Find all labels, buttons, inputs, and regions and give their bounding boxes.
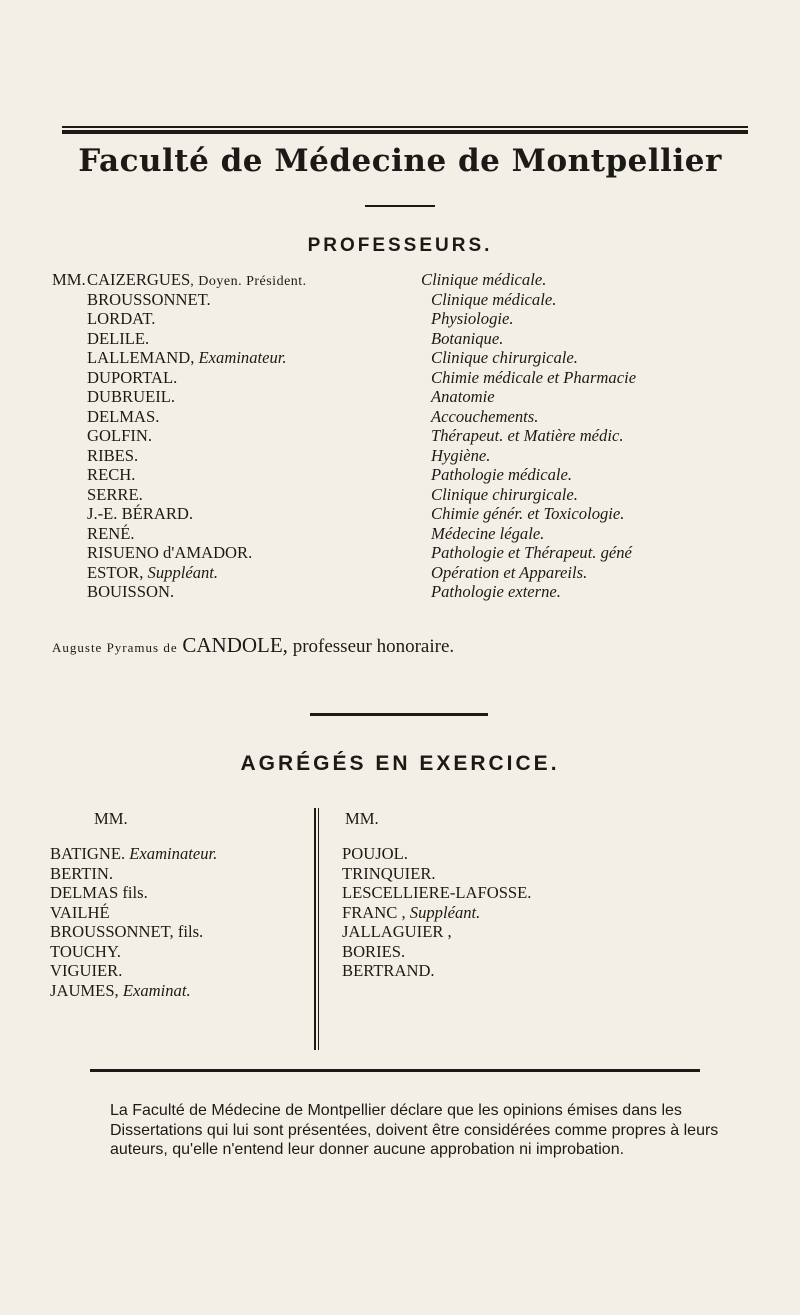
- professor-name: J.-E. BÉRARD.: [87, 504, 194, 523]
- agrege-left-name: DELMAS fils.: [50, 883, 148, 902]
- agrege-left-name: VAILHÉ: [50, 902, 110, 922]
- agrege-left-name: TOUCHY.: [50, 941, 121, 961]
- professor-field: Clinique chirurgicale.: [431, 348, 578, 367]
- agrege-right-name: BORIES.: [342, 941, 406, 961]
- middle-rule: [310, 713, 488, 716]
- professor-name: DUPORTAL.: [87, 367, 178, 387]
- professor-name: DUBRUEIL.: [87, 387, 176, 406]
- agrege-right-name: BERTRAND.: [342, 961, 435, 980]
- professor-row: [87, 446, 307, 466]
- agrege-right-row: [342, 942, 531, 962]
- professor-row: [87, 563, 307, 583]
- agrege-right-row: [342, 961, 531, 981]
- disclaimer-text: La Faculté de Médecine de Montpellier déclare que les opinions émises dans les Dissertations qui lui sont présentées, doivent être considérées comme propres à leurs auteurs, qu'elle n'entend leur donner aucune approbation ni improbation.: [110, 1102, 719, 1158]
- professor-name: BROUSSONNET.: [87, 289, 211, 309]
- professor-name: GOLFIN.: [87, 426, 152, 445]
- professor-field: Pathologie externe.: [431, 582, 561, 601]
- top-rule-thin: [62, 126, 748, 128]
- professor-name: DELMAS.: [87, 406, 160, 426]
- professor-name: RECH.: [87, 465, 136, 484]
- professor-field: Botanique.: [431, 328, 504, 348]
- professor-field: Hygiène.: [431, 445, 491, 465]
- agreges-right-mm: MM.: [345, 809, 379, 828]
- professors-heading: PROFESSEURS.: [307, 235, 493, 256]
- agrege-right-name: JALLAGUIER ,: [342, 922, 452, 941]
- professor-names: [87, 270, 307, 602]
- agrege-right-row: [342, 883, 531, 903]
- professor-name: ESTOR,: [87, 562, 144, 582]
- agrege-left-role: Examinateur.: [125, 844, 218, 863]
- agreges-left-mm: MM.: [94, 809, 128, 828]
- professor-field: Clinique médicale.: [421, 270, 547, 289]
- professor-fields: [421, 270, 636, 602]
- professor-field: Pathologie et Thérapeut. géné: [431, 543, 632, 562]
- professor-row: [87, 582, 307, 602]
- professor-row: [87, 368, 307, 388]
- title-ornament-rule: [365, 205, 435, 207]
- column-divider-inner: [318, 808, 319, 1050]
- agrege-left-row: [50, 864, 217, 884]
- agrege-left-role: Examinat.: [118, 980, 191, 1000]
- agrege-right-role: Suppléant.: [405, 902, 481, 922]
- professor-name: DELILE.: [87, 328, 150, 348]
- professor-row: [87, 290, 307, 310]
- column-divider: [314, 808, 316, 1050]
- professor-row: [87, 426, 307, 446]
- agreges-heading: AGRÉGÉS EN EXERCICE.: [240, 752, 560, 775]
- professor-row: [87, 348, 307, 368]
- professor-field: Chimie médicale et Pharmacie: [431, 367, 637, 387]
- professor-field: Médecine légale.: [431, 523, 545, 543]
- professor-row: [87, 465, 307, 485]
- professor-row: [87, 329, 307, 349]
- agrege-left-row: [50, 981, 217, 1001]
- honorary-suffix: professeur honoraire.: [292, 636, 455, 657]
- agrege-left-name: BROUSSONNET, fils.: [50, 922, 204, 941]
- agrege-left-row: [50, 903, 217, 923]
- agrege-left-row: [50, 942, 217, 962]
- professor-name: RISUENO d'AMADOR.: [87, 543, 253, 562]
- agreges-right-list: [342, 844, 531, 981]
- professor-row: [87, 387, 307, 407]
- agrege-left-row: [50, 883, 217, 903]
- professor-field: Accouchements.: [431, 406, 539, 426]
- agrege-left-name: JAUMES,: [50, 980, 119, 1000]
- professor-row: [87, 309, 307, 329]
- professor-field: Physiologie.: [431, 309, 514, 328]
- agrege-left-name: BATIGNE.: [50, 844, 126, 863]
- professor-row: [87, 524, 307, 544]
- professor-field: Thérapeut. et Matière médic.: [431, 426, 624, 445]
- agrege-right-name: FRANC ,: [342, 902, 406, 922]
- agrege-right-name: LESCELLIERE-LAFOSSE.: [342, 883, 532, 902]
- professor-field: Clinique médicale.: [431, 289, 557, 309]
- professor-name: LALLEMAND,: [87, 348, 195, 367]
- professor-role: , Doyen. Président.: [190, 274, 307, 289]
- professor-name: SERRE.: [87, 484, 143, 504]
- professor-name: LORDAT.: [87, 309, 156, 328]
- professor-field: Pathologie médicale.: [431, 465, 573, 484]
- professor-field: Anatomie: [431, 387, 495, 406]
- agrege-left-name: BERTIN.: [50, 863, 114, 883]
- professor-row: [87, 407, 307, 427]
- agrege-right-row: [342, 903, 531, 923]
- agrege-right-row: [342, 864, 531, 884]
- professor-name: RIBES.: [87, 445, 139, 465]
- professor-name: BOUISSON.: [87, 582, 175, 601]
- professor-row: [87, 504, 307, 524]
- agrege-right-name: TRINQUIER.: [342, 863, 436, 883]
- professor-role: Examinateur.: [194, 348, 287, 367]
- honorary-prefix: Auguste Pyramus de: [52, 640, 178, 655]
- professor-field: Chimie génér. et Toxicologie.: [431, 504, 625, 523]
- agrege-left-row: [50, 844, 217, 864]
- honorary-name: CANDOLE,: [182, 633, 288, 657]
- professor-row: [87, 485, 307, 505]
- faculty-title: Faculté de Médecine de Montpellier: [78, 143, 722, 179]
- top-rule-thick: [62, 130, 748, 134]
- professor-row: [87, 270, 307, 290]
- agrege-right-row: [342, 922, 531, 942]
- agrege-left-row: [50, 922, 217, 942]
- professor-name: CAIZERGUES: [87, 270, 191, 289]
- mm-label: MM.: [52, 270, 86, 289]
- honorary-professor-line: [52, 633, 454, 658]
- agreges-left-list: [50, 844, 217, 1000]
- professor-role: Suppléant.: [143, 562, 219, 582]
- bottom-rule: [90, 1069, 700, 1072]
- agrege-left-name: VIGUIER.: [50, 961, 123, 980]
- professor-name: RENÉ.: [87, 523, 135, 543]
- professor-field: Opération et Appareils.: [431, 562, 588, 582]
- agrege-left-row: [50, 961, 217, 981]
- professor-row: [87, 543, 307, 563]
- professor-field: Clinique chirurgicale.: [431, 484, 578, 504]
- agrege-right-name: POUJOL.: [342, 844, 408, 863]
- agrege-right-row: [342, 844, 531, 864]
